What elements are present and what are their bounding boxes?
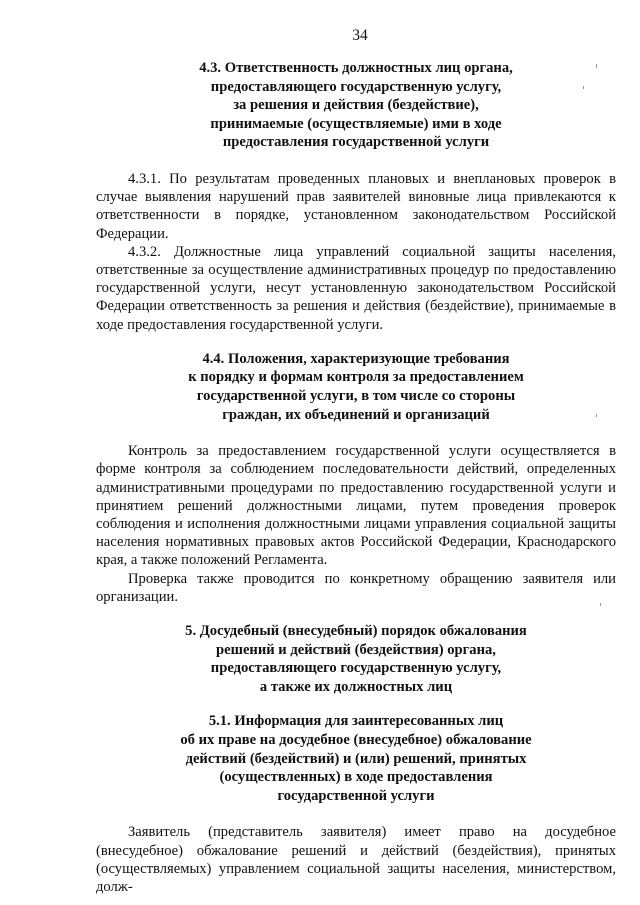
heading-line: принимаемые (осуществляемые) ими в ходе <box>210 115 502 132</box>
heading-line: к порядку и формам контроля за предоставлением <box>188 369 524 386</box>
scan-speck <box>583 86 584 89</box>
heading-line: решений и действий (бездействия) органа, <box>216 641 496 658</box>
heading-line: за решения и действия (бездействие), <box>233 97 479 114</box>
heading-line: государственной услуги, в том числе со стороны <box>196 387 516 404</box>
heading-4-3 <box>96 59 616 152</box>
heading-line: 5. Досудебный (внесудебный) порядок обжалования <box>185 623 527 639</box>
heading-4-4 <box>96 350 616 424</box>
heading-line: государственной услуги <box>277 787 435 804</box>
paragraph-4-3-1: 4.3.1. По результатам проведенных плановых и внеплановых проверок в случае выявления нарушений прав заявителей виновные лица привлекаются к ответственности в порядке, установленном законодательством Российской Федерации. <box>96 170 616 242</box>
heading-line: об их праве на досудебное (внесудебное) обжалование <box>180 731 532 748</box>
heading-line: действий (бездействий) и (или) решений, принятых <box>185 750 527 767</box>
paragraph-4-3-2: 4.3.2. Должностные лица управлений социальной защиты населения, ответственные за осуществление административных процедур по предоставлению государственной услуги, несут установленную законодательством Российской Федерации ответственность за решения и действия (бездействие), принимаемые в ходе предоставления государственной услуги. <box>96 243 616 333</box>
scan-speck <box>596 64 597 68</box>
heading-5-1 <box>96 712 616 805</box>
page-number: 34 <box>352 27 368 44</box>
heading-line: предоставляющего государственную услугу, <box>210 78 502 95</box>
heading-line: 4.4. Положения, характеризующие требования <box>202 350 510 367</box>
heading-line: предоставления государственной услуги <box>222 134 490 151</box>
paragraph-control: Контроль за предоставлением государственной услуги осуществляется в форме контроля за соблюдением последовательности действий, определенных административными процедурами по предоставлению государственной услуги и принятием решений должностными лицами, путем проведения проверок соблюдения и исполнения должностными лицами управления социальной защиты населения нормативных правовых актов Российской Федерации, Краснодарского края, а также положений Регламента. <box>96 443 616 569</box>
heading-line: 5.1. Информация для заинтересованных лиц <box>208 713 504 730</box>
paragraph-check: Проверка также проводится по конкретному обращению заявителя или организации. <box>96 570 616 605</box>
heading-line: 4.3. Ответственность должностных лиц органа, <box>199 60 513 76</box>
heading-line: граждан, их объединений и организаций <box>222 406 490 423</box>
heading-line: предоставляющего государственную услугу, <box>210 660 502 677</box>
heading-5 <box>96 622 616 696</box>
scan-speck <box>600 603 601 606</box>
heading-line: а также их должностных лиц <box>259 678 453 695</box>
scan-speck <box>596 414 597 417</box>
heading-line: (осуществленных) в ходе предоставления <box>219 769 493 786</box>
paragraph-appeal: Заявитель (представитель заявителя) имеет право на досудебное (внесудебное) обжалование решений и действий (бездействия), принятых (осуществляемых) управлением социальной защиты населения, министерством, долж- <box>96 824 616 895</box>
